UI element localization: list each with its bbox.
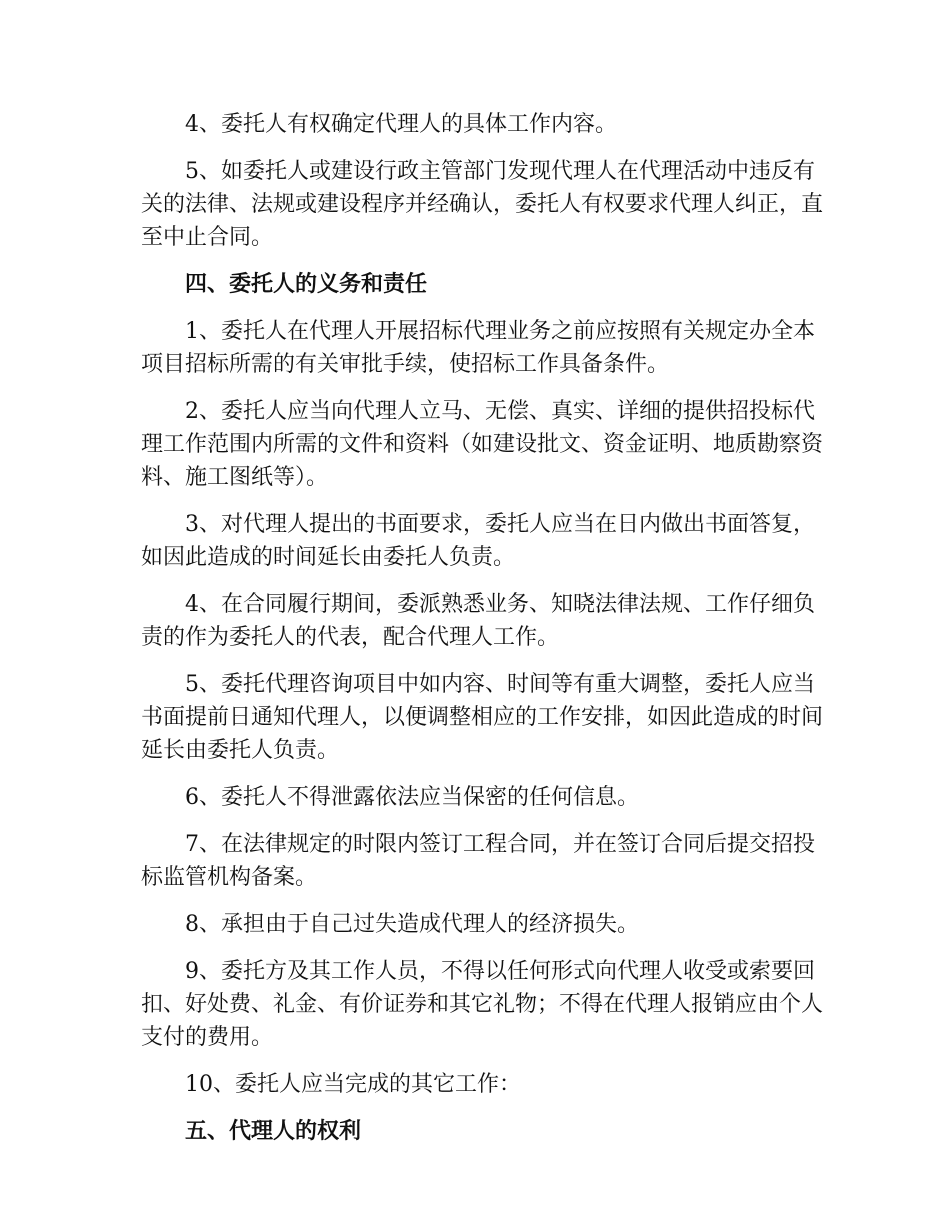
document-body (141, 108, 831, 1162)
section-heading-agent-rights: 五、代理人的权利 (185, 1119, 362, 1144)
paragraph-principal-right-4: 4、委托人有权确定代理人的具体工作内容。 (185, 112, 617, 137)
paragraph-obligation-8: 8、承担由于自己过失造成代理人的经济损失。 (185, 912, 639, 937)
paragraph-obligation-9: 9、委托方及其工作人员，不得以任何形式向代理人收受或索要回扣、好处费、礼金、有价证券和其它礼物；不得在代理人报销应由个人支付的费用。 (141, 959, 824, 1050)
paragraph-principal-right-5: 5、如委托人或建设行政主管部门发现代理人在代理活动中违反有关的法律、法规或建设程序并经确认，委托人有权要求代理人纠正，直至中止合同。 (141, 159, 824, 250)
paragraph-obligation-10: 10、委托人应当完成的其它工作： (185, 1072, 521, 1097)
section-heading-principal-obligations: 四、委托人的义务和责任 (185, 272, 428, 297)
paragraph-obligation-2: 2、委托人应当向代理人立马、无偿、真实、详细的提供招投标代理工作范围内所需的文件和资料（如建设批文、资金证明、地质勘察资料、施工图纸等）。 (141, 399, 824, 490)
paragraph-obligation-7: 7、在法律规定的时限内签订工程合同，并在签订合同后提交招投标监管机构备案。 (141, 832, 815, 890)
paragraph-obligation-6: 6、委托人不得泄露依法应当保密的任何信息。 (185, 785, 639, 810)
paragraph-obligation-4: 4、在合同履行期间，委派熟悉业务、知晓法律法规、工作仔细负责的作为委托人的代表，配合代理人工作。 (141, 592, 815, 650)
paragraph-obligation-3: 3、对代理人提出的书面要求，委托人应当在日内做出书面答复，如因此造成的时间延长由委托人负责。 (141, 512, 815, 570)
paragraph-obligation-1: 1、委托人在代理人开展招标代理业务之前应按照有关规定办全本项目招标所需的有关审批手续，使招标工作具备条件。 (141, 319, 815, 377)
paragraph-obligation-5: 5、委托代理咨询项目中如内容、时间等有重大调整，委托人应当书面提前日通知代理人，以便调整相应的工作安排，如因此造成的时间延长由委托人负责。 (141, 672, 824, 763)
